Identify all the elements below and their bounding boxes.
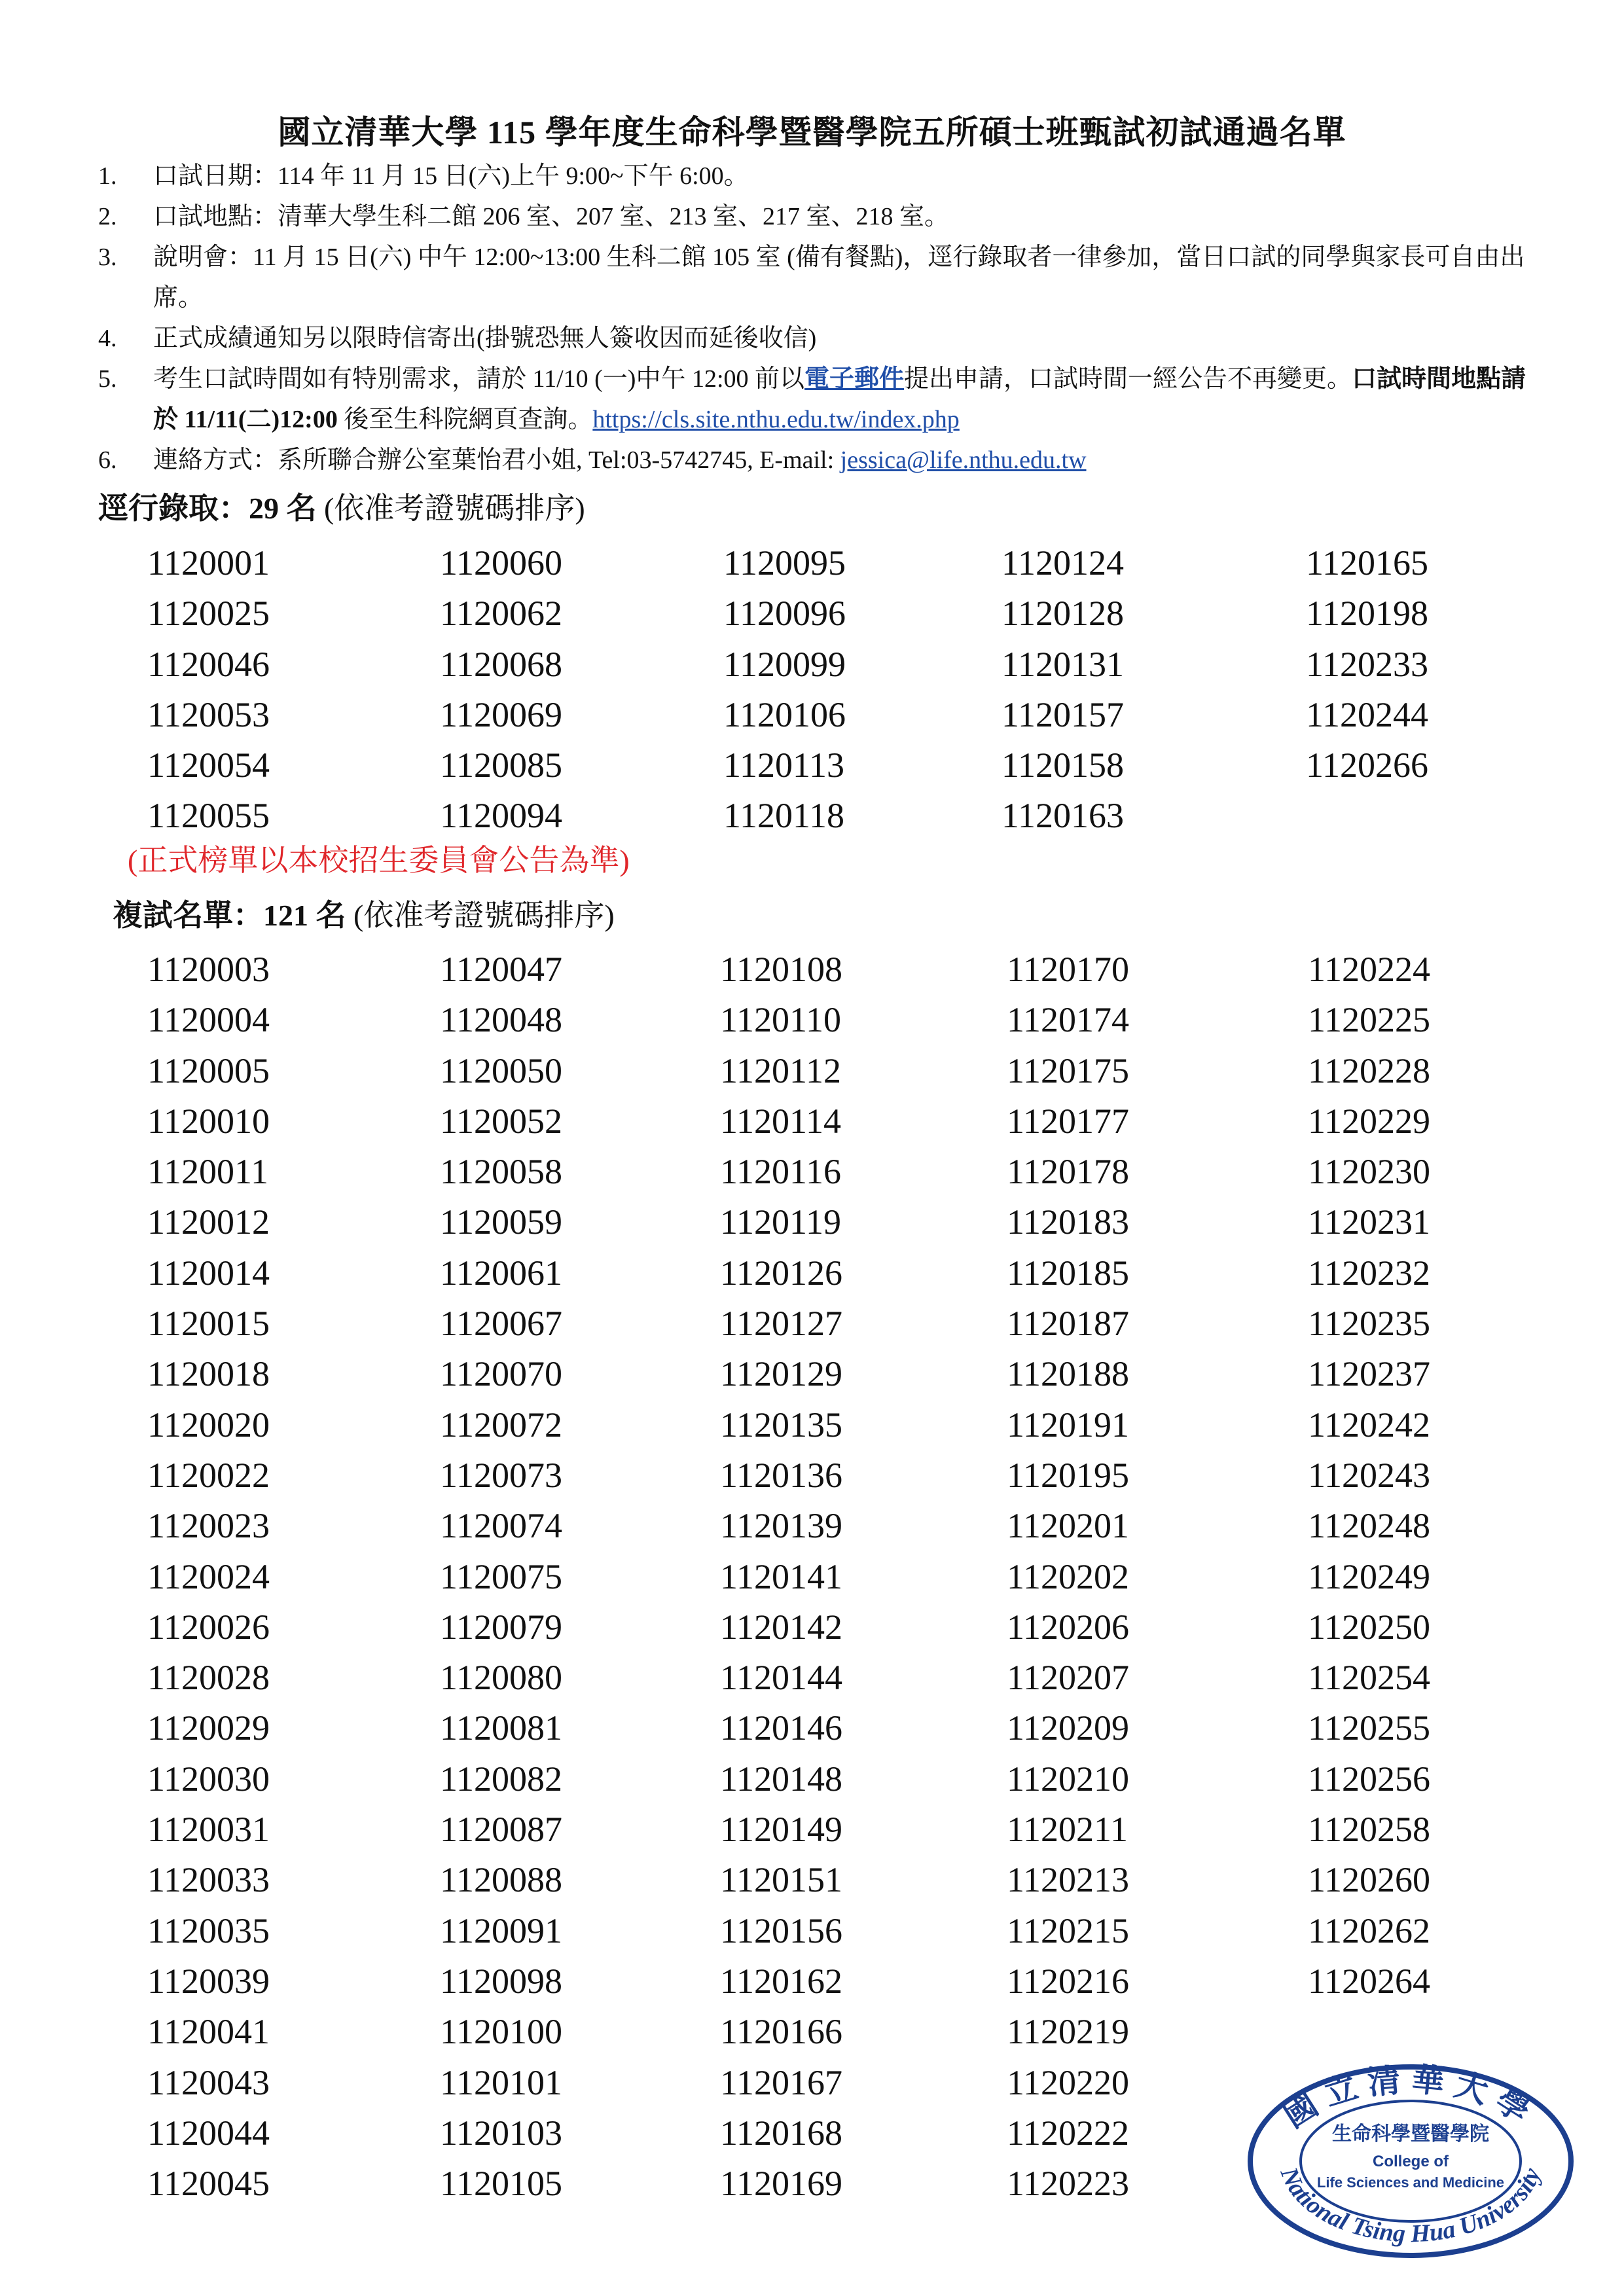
id-row (147, 1299, 1471, 1349)
candidate-id: 1120059 (440, 1202, 562, 1242)
candidate-id: 1120135 (720, 1405, 842, 1444)
candidate-id: 1120067 (440, 1304, 562, 1344)
candidate-id: 1120231 (1308, 1202, 1430, 1242)
note-number: 5. (98, 365, 117, 393)
candidate-id: 1120029 (147, 1708, 270, 1748)
id-row (147, 1248, 1471, 1299)
candidate-id: 1120018 (147, 1354, 270, 1394)
candidate-id: 1120087 (440, 1810, 562, 1850)
id-row (147, 1653, 1471, 1703)
candidate-id: 1120124 (1001, 543, 1124, 583)
candidate-id: 1120191 (1007, 1405, 1129, 1444)
candidate-id: 1120233 (1306, 644, 1428, 684)
candidate-id: 1120237 (1308, 1354, 1430, 1394)
note-number: 1. (98, 162, 117, 190)
candidate-id: 1120031 (147, 1810, 270, 1850)
query-time-notice: 口試時間地點請於 11/11(二)12:00 (153, 365, 1526, 433)
candidate-id: 1120262 (1308, 1910, 1430, 1950)
candidate-id: 1120232 (1308, 1253, 1430, 1293)
candidate-id: 1120025 (147, 594, 270, 634)
candidate-id: 1120079 (440, 1607, 562, 1647)
note-text-part: 提出申請，口試時間一經公告不再變更。 (904, 365, 1352, 393)
candidate-id: 1120215 (1007, 1910, 1129, 1950)
candidate-id: 1120022 (147, 1455, 270, 1495)
seal-inner-en-1: College of (1372, 2153, 1449, 2170)
note-text (153, 359, 1545, 440)
id-row (147, 1147, 1471, 1197)
candidate-id: 1120151 (720, 1860, 842, 1900)
candidate-id: 1120187 (1007, 1304, 1129, 1344)
candidate-id: 1120250 (1308, 1607, 1430, 1647)
candidate-id: 1120091 (440, 1910, 562, 1950)
candidate-id (1306, 791, 1470, 841)
candidate-id: 1120072 (440, 1405, 562, 1444)
candidate-id: 1120113 (723, 745, 844, 785)
candidate-id: 1120128 (1001, 594, 1124, 634)
candidate-id: 1120149 (720, 1810, 842, 1850)
candidate-id: 1120235 (1308, 1304, 1430, 1344)
id-row (147, 1956, 1471, 2007)
contact-text: 連絡方式：系所聯合辦公室葉怡君小姐, Tel:03-5742745, E-mail: (153, 446, 840, 474)
candidate-id: 1120165 (1306, 543, 1428, 583)
candidate-id: 1120202 (1007, 1556, 1129, 1596)
candidate-id: 1120118 (723, 796, 844, 836)
note-text: 口試日期：114 年 11 月 15 日(六)上午 9:00~下午 6:00。 (153, 162, 749, 190)
candidate-id: 1120043 (147, 2062, 270, 2102)
note-text: 正式成績通知另以限時信寄出(掛號恐無人簽收因而延後收信) (153, 325, 817, 352)
note-text (153, 440, 1545, 480)
official-list-note: (正式榜單以本校招生委員會公告為準) (128, 844, 630, 877)
candidate-id: 1120167 (720, 2062, 842, 2102)
seal-top-text: 國立清華大學 (1276, 2062, 1545, 2136)
id-row (147, 1906, 1471, 1956)
candidate-id: 1120060 (440, 543, 562, 583)
note-number: 3. (98, 243, 117, 271)
candidate-id: 1120023 (147, 1506, 270, 1546)
candidate-id: 1120156 (720, 1910, 842, 1950)
candidate-id: 1120129 (720, 1354, 842, 1394)
seal-bottom-text: National Tsing Hua University (1274, 2163, 1546, 2248)
candidate-id: 1120119 (720, 1202, 841, 1242)
candidate-id: 1120127 (720, 1304, 842, 1344)
college-seal (1240, 2062, 1581, 2261)
candidate-id: 1120136 (720, 1455, 842, 1495)
id-row (147, 1703, 1471, 1753)
candidate-id: 1120249 (1308, 1556, 1430, 1596)
candidate-id: 1120026 (147, 1607, 270, 1647)
candidate-id: 1120068 (440, 644, 562, 684)
id-row (147, 2007, 1471, 2057)
candidate-id: 1120146 (720, 1708, 842, 1748)
candidate-id: 1120106 (723, 694, 846, 734)
candidate-id: 1120158 (1001, 745, 1124, 785)
candidate-id: 1120011 (147, 1152, 268, 1192)
note-item (98, 237, 1545, 318)
id-row (147, 740, 1470, 791)
candidate-id: 1120175 (1007, 1050, 1129, 1090)
candidate-id: 1120266 (1306, 745, 1428, 785)
id-row (147, 1349, 1471, 1399)
candidate-id: 1120050 (440, 1050, 562, 1090)
candidate-id: 1120094 (440, 796, 562, 836)
candidate-id: 1120185 (1007, 1253, 1129, 1293)
seal-inner-cn: 生命科學暨醫學院 (1332, 2123, 1489, 2145)
candidate-id: 1120244 (1306, 694, 1428, 734)
candidate-id: 1120044 (147, 2113, 270, 2153)
candidate-id: 1120070 (440, 1354, 562, 1394)
candidate-id: 1120012 (147, 1202, 270, 1242)
candidate-id: 1120069 (440, 694, 562, 734)
candidate-id: 1120131 (1001, 644, 1124, 684)
candidate-id: 1120095 (723, 543, 846, 583)
candidate-id: 1120035 (147, 1910, 270, 1950)
candidate-id: 1120264 (1308, 1961, 1430, 2001)
candidate-id: 1120162 (720, 1961, 842, 2001)
candidate-id: 1120216 (1007, 1961, 1129, 2001)
candidate-id: 1120010 (147, 1101, 270, 1141)
candidate-id: 1120169 (720, 2164, 842, 2204)
candidate-id: 1120088 (440, 1860, 562, 1900)
candidate-id: 1120224 (1308, 950, 1430, 989)
section-label: 逕行錄取：29 名 (98, 492, 317, 525)
candidate-id: 1120046 (147, 644, 270, 684)
candidate-id: 1120126 (720, 1253, 842, 1293)
candidate-id: 1120258 (1308, 1810, 1430, 1850)
note-text: 說明會：11 月 15 日(六) 中午 12:00~13:00 生科二館 105 室 (備有餐點)，逕行錄取者一律參加，當日口試的同學與家長可自由出席。 (153, 243, 1525, 312)
id-row (147, 944, 1471, 995)
note-item (98, 359, 1545, 440)
candidate-id: 1120096 (723, 594, 846, 634)
section-note: (依准考證號碼排序) (316, 492, 585, 525)
candidate-id: 1120248 (1308, 1506, 1430, 1546)
candidate-id: 1120178 (1007, 1152, 1129, 1192)
note-text-part: 後至生科院網頁查詢。 (337, 406, 593, 433)
candidate-id: 1120085 (440, 745, 562, 785)
candidate-id: 1120148 (720, 1759, 842, 1799)
candidate-id: 1120052 (440, 1101, 562, 1141)
candidate-id: 1120157 (1001, 694, 1124, 734)
candidate-id: 1120004 (147, 1000, 270, 1040)
candidate-id: 1120195 (1007, 1455, 1129, 1495)
candidate-id: 1120201 (1007, 1506, 1129, 1546)
candidate-id: 1120243 (1308, 1455, 1430, 1495)
candidate-id: 1120112 (720, 1050, 841, 1090)
candidate-id: 1120108 (720, 950, 842, 989)
website-link[interactable]: https://cls.site.nthu.edu.tw/index.php (592, 406, 960, 433)
id-row (147, 639, 1470, 690)
note-number: 4. (98, 325, 117, 352)
candidate-id: 1120055 (147, 796, 270, 836)
candidate-id: 1120256 (1308, 1759, 1430, 1799)
candidate-id: 1120081 (440, 1708, 562, 1748)
note-text-part: 考生口試時間如有特別需求，請於 11/10 (一)中午 12:00 前以 (153, 365, 805, 393)
candidate-id: 1120101 (440, 2062, 562, 2102)
id-row (147, 995, 1471, 1045)
id-row (147, 588, 1470, 639)
candidate-id: 1120048 (440, 1000, 562, 1040)
id-row (147, 1197, 1471, 1247)
candidate-id: 1120014 (147, 1253, 270, 1293)
candidate-id: 1120174 (1007, 1000, 1129, 1040)
notes-list (98, 156, 1545, 480)
candidate-id: 1120053 (147, 694, 270, 734)
note-item (98, 440, 1545, 480)
candidate-id: 1120198 (1306, 594, 1428, 634)
note-item (98, 196, 1545, 237)
id-row (147, 690, 1470, 740)
candidate-id: 1120030 (147, 1759, 270, 1799)
candidate-id: 1120170 (1007, 950, 1129, 989)
candidate-id: 1120168 (720, 2113, 842, 2153)
note-text: 口試地點：清華大學生科二館 206 室、207 室、213 室、217 室、218 室。 (153, 203, 950, 230)
candidate-id: 1120098 (440, 1961, 562, 2001)
id-row (147, 1046, 1471, 1096)
candidate-id: 1120041 (147, 2012, 270, 2052)
email-request-link[interactable]: 電子郵件 (804, 365, 905, 393)
note-item (98, 318, 1545, 359)
interview-list-heading (113, 891, 615, 935)
candidate-id: 1120075 (440, 1556, 562, 1596)
id-row (147, 1552, 1471, 1602)
candidate-id: 1120024 (147, 1556, 270, 1596)
candidate-id: 1120105 (440, 2164, 562, 2204)
candidate-id: 1120028 (147, 1658, 270, 1698)
candidate-id: 1120211 (1007, 1810, 1128, 1850)
candidate-id: 1120141 (720, 1556, 842, 1596)
candidate-id: 1120206 (1007, 1607, 1129, 1647)
candidate-id: 1120177 (1007, 1101, 1129, 1141)
seal-inner-en-2: Life Sciences and Medicine (1316, 2174, 1505, 2191)
note-item (98, 156, 1545, 196)
candidate-id: 1120207 (1007, 1658, 1129, 1698)
candidate-id: 1120054 (147, 745, 270, 785)
id-row (147, 791, 1470, 841)
candidate-id: 1120116 (720, 1152, 841, 1192)
candidate-id: 1120188 (1007, 1354, 1129, 1394)
candidate-id: 1120183 (1007, 1202, 1129, 1242)
candidate-id: 1120015 (147, 1304, 270, 1344)
candidate-id: 1120080 (440, 1658, 562, 1698)
candidate-id: 1120210 (1007, 1759, 1129, 1799)
candidate-id: 1120223 (1007, 2164, 1129, 2204)
id-row (147, 1501, 1471, 1551)
candidate-id: 1120144 (720, 1658, 842, 1698)
id-row (147, 538, 1470, 588)
candidate-id: 1120255 (1308, 1708, 1430, 1748)
candidate-id: 1120222 (1007, 2113, 1129, 2153)
candidate-id: 1120047 (440, 950, 562, 989)
candidate-id: 1120020 (147, 1405, 270, 1444)
candidate-id: 1120114 (720, 1101, 841, 1141)
candidate-id: 1120103 (440, 2113, 562, 2153)
candidate-id: 1120260 (1308, 1860, 1430, 1900)
candidate-id: 1120058 (440, 1152, 562, 1192)
candidate-id: 1120209 (1007, 1708, 1129, 1748)
candidate-id: 1120001 (147, 543, 270, 583)
id-row (147, 1855, 1471, 1905)
note-number: 6. (98, 446, 117, 474)
candidate-id: 1120005 (147, 1050, 270, 1090)
id-row (147, 1096, 1471, 1147)
candidate-id: 1120166 (720, 2012, 842, 2052)
candidate-id: 1120220 (1007, 2062, 1129, 2102)
candidate-id: 1120061 (440, 1253, 562, 1293)
candidate-id: 1120219 (1007, 2012, 1129, 2052)
id-row (147, 1804, 1471, 1855)
page-title: 國立清華大學 115 學年度生命科學暨醫學院五所碩士班甄試初試通過名單 (278, 114, 1346, 151)
id-row (147, 1450, 1471, 1501)
candidate-id: 1120163 (1001, 796, 1124, 836)
direct-admission-heading (98, 484, 585, 528)
direct-admission-list (147, 538, 1470, 842)
candidate-id: 1120110 (720, 1000, 841, 1040)
candidate-id: 1120073 (440, 1455, 562, 1495)
candidate-id: 1120230 (1308, 1152, 1430, 1192)
candidate-id: 1120003 (147, 950, 270, 989)
candidate-id: 1120254 (1308, 1658, 1430, 1698)
id-row (147, 1400, 1471, 1450)
id-row (147, 1754, 1471, 1804)
candidate-id: 1120228 (1308, 1050, 1430, 1090)
candidate-id: 1120033 (147, 1860, 270, 1900)
candidate-id: 1120225 (1308, 1000, 1430, 1040)
id-row (147, 1602, 1471, 1653)
candidate-id: 1120039 (147, 1961, 270, 2001)
section-label: 複試名單：121 名 (113, 899, 346, 932)
candidate-id: 1120242 (1308, 1405, 1430, 1444)
candidate-id: 1120099 (723, 644, 846, 684)
candidate-id (1308, 2007, 1471, 2057)
interview-list (147, 944, 1471, 2209)
candidate-id: 1120139 (720, 1506, 842, 1546)
candidate-id: 1120229 (1308, 1101, 1430, 1141)
candidate-id: 1120100 (440, 2012, 562, 2052)
candidate-id: 1120213 (1007, 1860, 1129, 1900)
candidate-id: 1120142 (720, 1607, 842, 1647)
candidate-id: 1120062 (440, 594, 562, 634)
candidate-id: 1120082 (440, 1759, 562, 1799)
candidate-id: 1120074 (440, 1506, 562, 1546)
email-link[interactable]: jessica@life.nthu.edu.tw (840, 446, 1087, 474)
note-number: 2. (98, 203, 117, 230)
section-note: (依准考證號碼排序) (346, 899, 615, 932)
candidate-id: 1120045 (147, 2164, 270, 2204)
